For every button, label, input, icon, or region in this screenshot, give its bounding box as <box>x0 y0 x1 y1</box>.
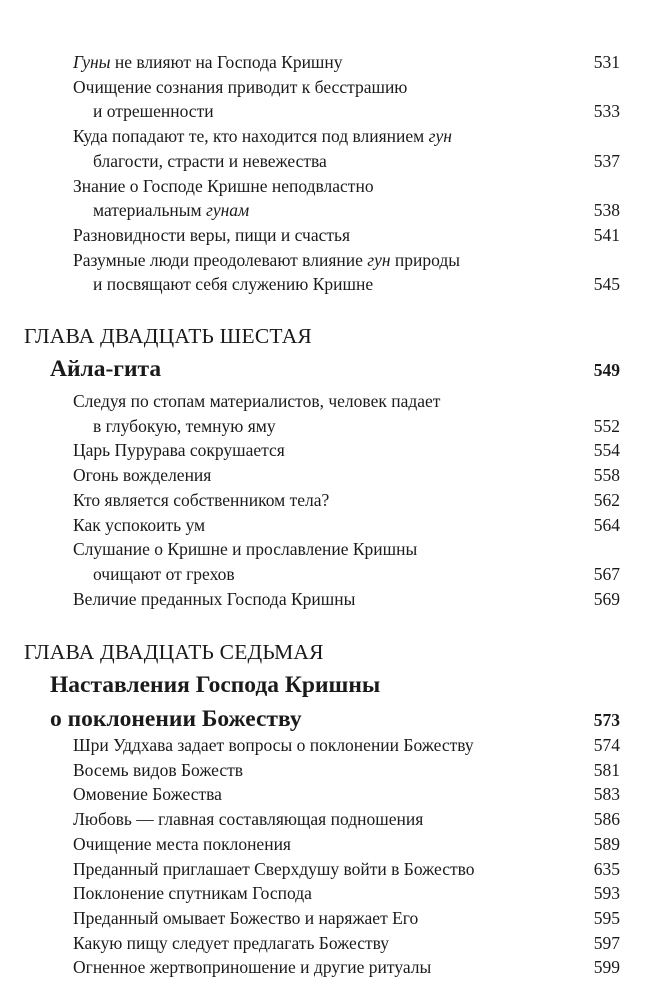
toc-entry-title <box>73 438 285 463</box>
chapter-27-label: ГЛАВА ДВАДЦАТЬ СЕДЬМАЯ <box>24 640 324 664</box>
toc-page-number: 593 <box>593 883 620 904</box>
toc-entry-title <box>93 99 214 124</box>
chapter-27-title[interactable] <box>50 668 620 737</box>
text-segment: и отрешенности <box>93 101 214 122</box>
toc-entry[interactable] <box>73 733 620 758</box>
toc-page-number: 545 <box>593 274 620 295</box>
text-segment: Разумные люди преодолевают влияние <box>73 249 368 270</box>
toc-entry-title <box>73 174 374 199</box>
chapter-title-text: о поклонении Божеству <box>50 706 302 732</box>
toc-entry[interactable] <box>73 463 620 488</box>
chapter-title-text: Наставления Господа Кришны <box>50 672 381 698</box>
toc-page-number: 538 <box>593 200 620 221</box>
toc-entry[interactable] <box>73 488 620 513</box>
text-segment: Слушание о Кришне и прославление Кришны <box>73 539 418 560</box>
toc-entry[interactable] <box>73 857 620 882</box>
toc-entry-title <box>73 488 329 513</box>
toc-entry-line <box>73 881 620 906</box>
toc-page-number: 595 <box>593 907 620 928</box>
toc-page-number: 574 <box>593 735 620 755</box>
toc-entry-line <box>73 50 620 75</box>
toc-page-number: 583 <box>593 784 620 805</box>
toc-entry-line <box>73 248 620 273</box>
toc-entry-line <box>73 99 620 124</box>
toc-page-number: 635 <box>593 858 620 879</box>
toc-entry-line <box>73 438 620 463</box>
toc-page-number: 599 <box>593 957 620 978</box>
toc-entry-title <box>73 931 389 956</box>
text-segment: Очищение сознания приводит к бесстрашию <box>73 76 408 97</box>
text-segment: Преданный омывает Божество и наряжает Его <box>73 907 419 928</box>
text-segment: Как успокоить ум <box>73 514 206 535</box>
toc-entry-line <box>73 124 620 149</box>
chapter-page-number: 573 <box>593 710 620 730</box>
toc-entry-title <box>73 463 211 488</box>
toc-entry-line <box>73 174 620 199</box>
text-segment: Омовение Божества <box>73 784 222 805</box>
toc-entry[interactable] <box>73 782 620 807</box>
toc-entry[interactable] <box>73 906 620 931</box>
toc-entry-line <box>73 955 620 980</box>
toc-entry-title <box>73 733 474 758</box>
toc-page-number: 537 <box>593 150 620 171</box>
toc-entry-title <box>73 955 431 980</box>
toc-entry[interactable] <box>73 587 620 612</box>
toc-entry[interactable] <box>73 174 620 223</box>
toc-entry-line <box>73 198 620 223</box>
text-segment: Какую пищу следует предлагать Божеству <box>73 932 390 953</box>
toc-entry[interactable] <box>73 931 620 956</box>
italic-term: гунам <box>206 200 250 221</box>
toc-page-number: 541 <box>593 224 620 245</box>
toc-entry-line <box>73 488 620 513</box>
toc-page-number: 531 <box>593 52 620 72</box>
text-segment: Кто является собственником тела? <box>73 489 330 510</box>
text-segment: и посвящают себя служению Кришне <box>93 274 374 295</box>
text-segment: благости, страсти и невежества <box>93 150 327 171</box>
chapter-title-line <box>50 352 620 387</box>
toc-entry-line <box>73 562 620 587</box>
toc-entry-line <box>73 389 620 414</box>
toc-entry[interactable] <box>73 438 620 463</box>
text-segment: Очищение места поклонения <box>73 833 291 854</box>
toc-entry[interactable] <box>73 513 620 538</box>
toc-entry-line <box>73 513 620 538</box>
toc-entry-line <box>73 782 620 807</box>
toc-entry-title <box>93 198 249 223</box>
text-segment: в глубокую, темную яму <box>93 415 276 436</box>
toc-entry-line <box>73 857 620 882</box>
toc-entry-title <box>73 782 222 807</box>
toc-entry[interactable] <box>73 50 620 75</box>
text-segment: Преданный приглашает Сверхдушу войти в Божество <box>73 858 475 879</box>
toc-entry-line <box>73 758 620 783</box>
toc-entry-title <box>73 906 418 931</box>
toc-page-number: 569 <box>593 588 620 609</box>
toc-entry-title <box>73 881 312 906</box>
chapter-title-text: Айла-гита <box>50 356 162 382</box>
toc-page-number: 589 <box>593 833 620 854</box>
toc-entry-title <box>73 513 205 538</box>
toc-entry[interactable] <box>73 832 620 857</box>
toc-entry-line <box>73 272 620 297</box>
toc-entry-line <box>73 75 620 100</box>
text-segment: Шри Уддхава задает вопросы о поклонении Божеству <box>73 735 474 755</box>
toc-page-number: 564 <box>593 514 620 535</box>
toc-entry[interactable] <box>73 807 620 832</box>
toc-page-number: 597 <box>593 932 620 953</box>
toc-entry[interactable] <box>73 248 620 297</box>
toc-entry-title <box>73 758 243 783</box>
toc-entry-line <box>73 223 620 248</box>
toc-page-number: 554 <box>593 440 620 461</box>
text-segment: Восемь видов Божеств <box>73 759 244 780</box>
toc-entry[interactable] <box>73 881 620 906</box>
toc-entry[interactable] <box>73 537 620 586</box>
toc-entry-line <box>73 463 620 488</box>
toc-entry-title <box>93 149 327 174</box>
toc-page-number: 562 <box>593 489 620 510</box>
text-segment: Огонь вожделения <box>73 465 212 486</box>
toc-entry-title <box>73 50 343 75</box>
toc-page-number: 552 <box>593 415 620 436</box>
toc-page-number: 558 <box>593 465 620 486</box>
toc-entry-line <box>73 832 620 857</box>
chapter-page-number: 549 <box>593 360 620 380</box>
toc-entry-title <box>73 832 291 857</box>
italic-term: Гуны <box>73 52 111 72</box>
text-segment: Разновидности веры, пищи и счастья <box>73 224 351 245</box>
toc-page-number: 586 <box>593 809 620 830</box>
toc-entry-line <box>73 414 620 439</box>
toc-entry-title <box>93 414 276 439</box>
toc-entry-title <box>73 124 452 149</box>
toc-entry[interactable] <box>73 124 620 173</box>
toc-entry-line <box>73 931 620 956</box>
toc-entry[interactable] <box>73 955 620 980</box>
toc-entry[interactable] <box>73 223 620 248</box>
chapter-title-line <box>50 668 620 702</box>
toc-entry-line <box>73 906 620 931</box>
text-segment: природы <box>390 249 461 270</box>
toc-entry-line <box>73 733 620 758</box>
text-segment: Огненное жертвоприношение и другие ритуалы <box>73 957 432 978</box>
toc-entry[interactable] <box>73 75 620 124</box>
text-segment: Следуя по стопам материалистов, человек падает <box>73 391 441 411</box>
text-segment: Царь Пурурава сокрушается <box>73 440 285 461</box>
toc-entry-title <box>73 248 460 273</box>
toc-entry-title <box>73 587 355 612</box>
toc-entry-line <box>73 537 620 562</box>
toc-entry-title <box>93 272 373 297</box>
chapter-title-line <box>50 702 620 737</box>
toc-entry-line <box>73 149 620 174</box>
text-segment: Любовь — главная составляющая подношения <box>73 809 424 830</box>
toc-entry-title <box>73 223 350 248</box>
toc-entry[interactable] <box>73 389 620 438</box>
toc-page-number: 567 <box>593 563 620 584</box>
toc-entry-title <box>93 562 235 587</box>
toc-entry-title <box>73 389 440 414</box>
toc-entry-title <box>73 75 407 100</box>
toc-entry-line <box>73 807 620 832</box>
italic-term: гун <box>428 126 452 147</box>
chapter-26-label: ГЛАВА ДВАДЦАТЬ ШЕСТАЯ <box>24 324 312 348</box>
text-segment: не влияют на Господа Кришну <box>110 52 343 72</box>
chapter-26-title[interactable] <box>50 352 620 387</box>
text-segment: Величие преданных Господа Кришны <box>73 588 356 609</box>
text-segment: материальным <box>93 200 207 221</box>
toc-page-number: 533 <box>593 101 620 122</box>
toc-page-number: 581 <box>593 759 620 780</box>
text-segment: Куда попадают те, кто находится под влиянием <box>73 126 429 147</box>
toc-entry-title <box>73 857 475 882</box>
toc-entry-title <box>73 807 423 832</box>
toc-entry[interactable] <box>73 758 620 783</box>
toc-entry-line <box>73 587 620 612</box>
italic-term: гун <box>367 249 391 270</box>
text-segment: Знание о Господе Кришне неподвластно <box>73 175 374 196</box>
text-segment: Поклонение спутникам Господа <box>73 883 312 904</box>
toc-entry-title <box>73 537 417 562</box>
text-segment: очищают от грехов <box>93 563 235 584</box>
